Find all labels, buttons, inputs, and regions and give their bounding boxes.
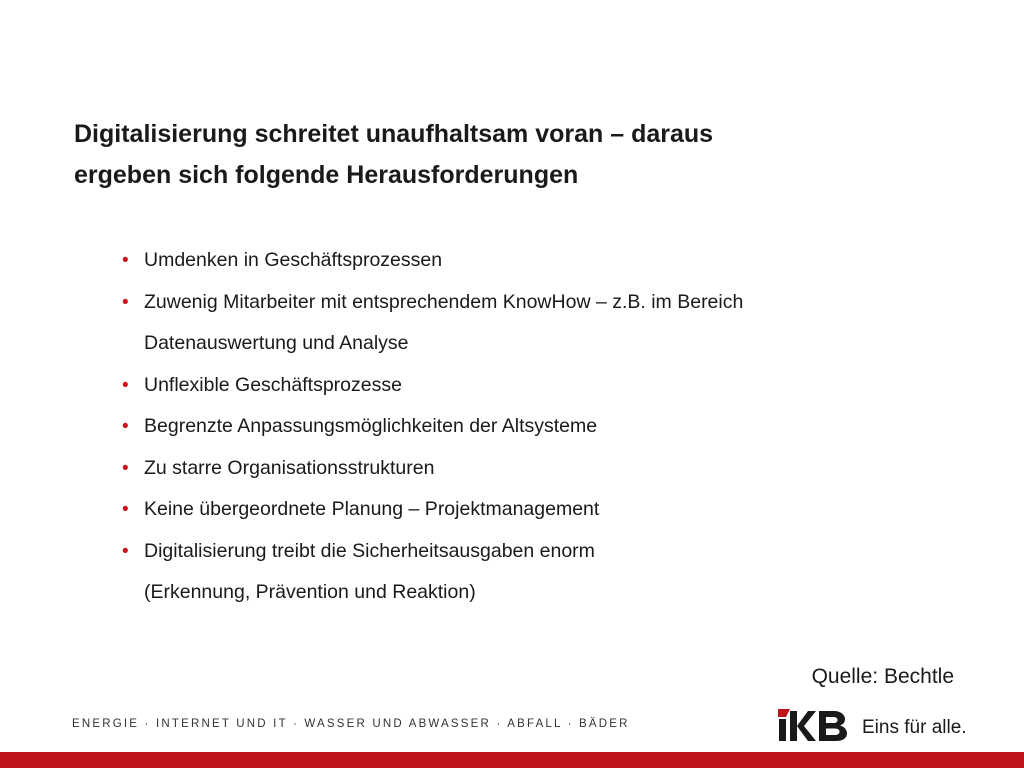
bullet-item: [120, 282, 940, 365]
logo-slogan: Eins für alle.: [862, 717, 967, 738]
bullet-text-continued: (Erkennung, Prävention und Reaktion): [144, 581, 476, 603]
bullet-icon: •: [122, 457, 129, 479]
footer-accent-bar: [0, 752, 1024, 768]
bullet-item: [120, 365, 940, 407]
logo-letter-k-stem: [790, 711, 797, 741]
bullet-icon: •: [122, 291, 129, 313]
bullet-text: Zuwenig Mitarbeiter mit entsprechendem KnowHow – z.B. im Bereich: [144, 290, 744, 313]
bullet-item: [120, 406, 940, 448]
footer-tagline: ENERGIE · INTERNET UND IT · WASSER UND ABWASSER · ABFALL · BÄDER: [72, 718, 630, 730]
bullet-text: Unflexible Geschäftsprozesse: [144, 373, 402, 396]
bullet-item: [120, 489, 940, 531]
bullet-text: Zu starre Organisationsstrukturen: [144, 456, 435, 479]
logo-letter-i: [779, 719, 786, 741]
logo-letter-k-arms: [797, 711, 816, 741]
source-citation: Quelle: Bechtle: [811, 665, 954, 688]
bullet-item: [120, 531, 940, 614]
title-line-2: ergeben sich folgende Herausforderungen: [74, 161, 579, 189]
title-line-1: Digitalisierung schreitet unaufhaltsam voran – daraus: [74, 120, 714, 148]
ikb-logo-mark: [778, 707, 856, 743]
bullet-text-continued: Datenauswertung und Analyse: [144, 332, 409, 354]
bullet-item: [120, 448, 940, 490]
slide-title: [74, 114, 934, 196]
bullet-icon: •: [122, 540, 129, 562]
ikb-logo: [778, 707, 967, 743]
bullet-icon: •: [122, 416, 129, 437]
bullet-text: Umdenken in Geschäftsprozessen: [144, 249, 443, 271]
bullet-text: Keine übergeordnete Planung – Projektmanagement: [144, 498, 600, 520]
bullet-icon: •: [122, 250, 129, 271]
bullet-text: Digitalisierung treibt die Sicherheitsausgaben enorm: [144, 539, 595, 562]
bullet-item: [120, 240, 940, 282]
bullet-icon: •: [122, 374, 129, 396]
logo-accent-shape: [778, 709, 790, 717]
logo-letter-b: [819, 711, 847, 741]
ikb-logo-icon: [778, 707, 856, 743]
bullet-list: [120, 240, 940, 614]
bullet-text: Begrenzte Anpassungsmöglichkeiten der Altsysteme: [144, 415, 598, 437]
bullet-icon: •: [122, 499, 129, 520]
